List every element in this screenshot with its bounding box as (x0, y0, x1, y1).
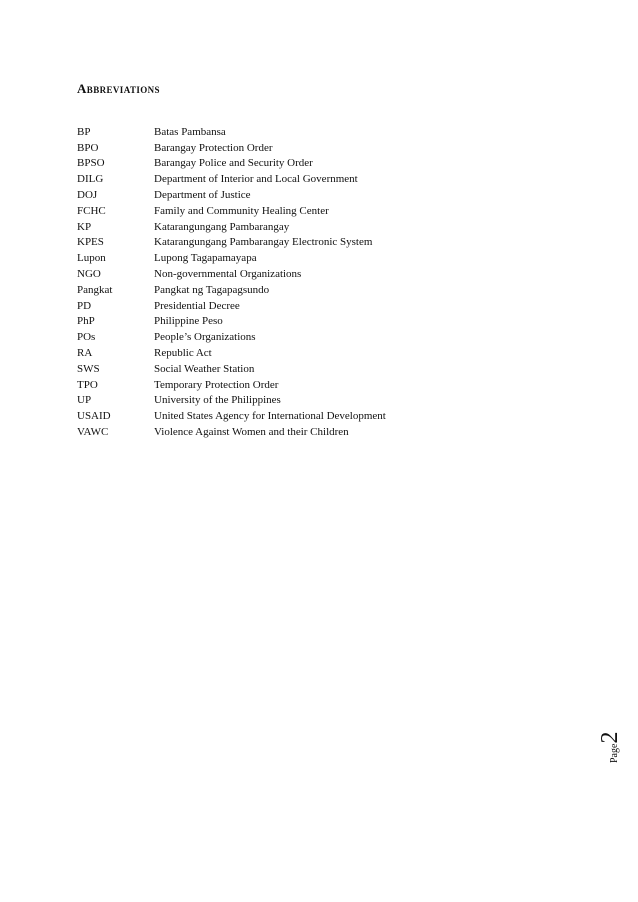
abbreviation-definition: Department of Interior and Local Government (154, 173, 358, 186)
abbreviation-row (77, 424, 497, 440)
abbreviation-term: BP (77, 125, 91, 138)
abbreviation-definition: Barangay Protection Order (154, 141, 273, 154)
abbreviation-definition: Katarangungang Pambarangay (154, 220, 290, 233)
abbreviation-row (77, 377, 497, 393)
abbreviation-term: Pangkat (77, 283, 113, 296)
abbreviation-term: TPO (77, 378, 98, 391)
abbreviation-row (77, 250, 497, 266)
page-number-rotated (598, 732, 622, 763)
abbreviation-definition: Katarangungang Pambarangay Electronic System (154, 236, 373, 249)
abbreviation-definition: Temporary Protection Order (154, 378, 279, 391)
abbreviation-row (77, 156, 497, 172)
page-number: 2 (597, 732, 623, 744)
abbreviation-definition: Pangkat ng Tagapagsundo (154, 283, 270, 296)
abbreviation-row (77, 298, 497, 314)
abbreviation-definition: Lupong Tagapamayapa (154, 252, 257, 265)
abbreviation-definition: Non-governmental Organizations (154, 268, 302, 281)
abbreviation-row (77, 219, 497, 235)
abbreviation-row (77, 345, 497, 361)
abbreviation-row (77, 203, 497, 219)
abbreviation-term: NGO (77, 268, 101, 281)
abbreviation-row (77, 235, 497, 251)
abbreviation-definition: Family and Community Healing Center (154, 204, 329, 217)
abbreviation-row (77, 124, 497, 140)
abbreviation-term: UP (77, 394, 92, 407)
abbreviation-definition: United States Agency for International Development (154, 410, 386, 423)
abbreviations-table (77, 124, 497, 440)
abbreviation-definition: University of the Philippines (154, 394, 281, 407)
abbreviation-definition: Barangay Police and Security Order (154, 157, 313, 170)
abbreviation-term: BPSO (77, 157, 105, 170)
page-label: Page (609, 744, 620, 764)
abbreviation-row (77, 393, 497, 409)
abbreviation-term: RA (77, 347, 93, 360)
abbreviation-term: BPO (77, 141, 99, 154)
abbreviations-list (77, 124, 497, 440)
abbreviation-definition: People’s Organizations (154, 331, 256, 344)
abbreviation-term: DILG (77, 173, 104, 186)
abbreviation-row (77, 140, 497, 156)
heading-rest: bbreviations (86, 81, 160, 96)
abbreviation-term: USAID (77, 410, 111, 423)
abbreviation-row (77, 361, 497, 377)
abbreviation-row (77, 314, 497, 330)
abbreviation-definition: Presidential Decree (154, 299, 240, 312)
page-number-marker (598, 732, 628, 772)
abbreviation-row (77, 329, 497, 345)
abbreviation-term: SWS (77, 362, 100, 375)
abbreviation-term: PhP (77, 315, 95, 328)
abbreviation-row (77, 266, 497, 282)
heading-first-letter: A (77, 81, 87, 96)
abbreviation-row (77, 187, 497, 203)
abbreviation-term: KP (77, 220, 92, 233)
abbreviation-row (77, 282, 497, 298)
abbreviation-row (77, 171, 497, 187)
abbreviation-definition: Republic Act (154, 347, 212, 360)
abbreviation-definition: Department of Justice (154, 189, 251, 202)
abbreviation-definition: Batas Pambansa (154, 125, 226, 138)
abbreviation-term: Lupon (77, 252, 106, 265)
abbreviation-definition: Social Weather Station (154, 362, 255, 375)
abbreviation-definition: Philippine Peso (154, 315, 223, 328)
abbreviation-definition: Violence Against Women and their Children (154, 426, 349, 439)
abbreviation-term: FCHC (77, 204, 106, 217)
abbreviation-row (77, 408, 497, 424)
page-heading (77, 80, 160, 98)
abbreviation-term: POs (77, 331, 96, 344)
abbreviation-term: VAWC (77, 426, 109, 439)
abbreviation-term: KPES (77, 236, 104, 249)
abbreviation-term: PD (77, 299, 92, 312)
abbreviation-term: DOJ (77, 189, 98, 202)
